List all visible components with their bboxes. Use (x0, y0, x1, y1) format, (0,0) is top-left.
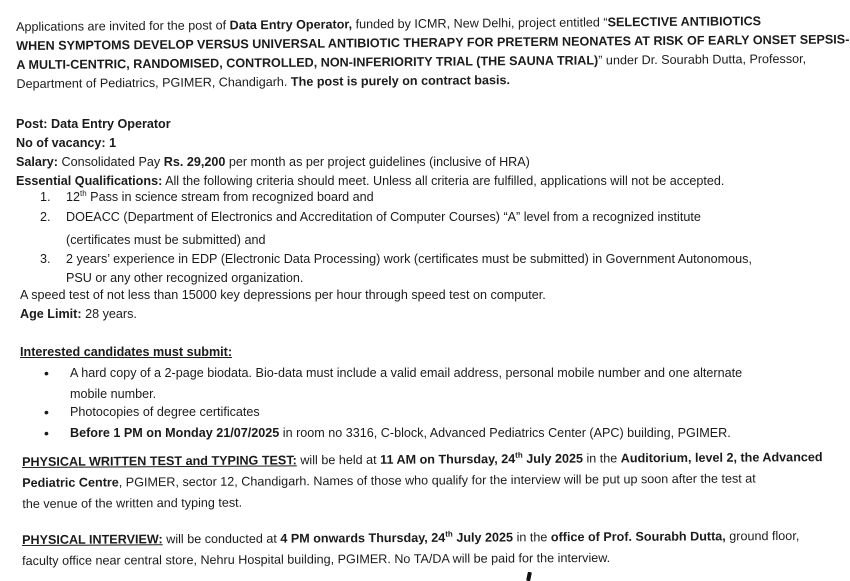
item-line-1: DOEACC (Department of Electronics and Accreditation of Computer Courses) “A” level from a recognized institute (66, 210, 701, 224)
superscript: th (515, 450, 523, 460)
contract-note: The post is purely on contract basis. (290, 73, 510, 89)
intro-text: Department of Pediatrics, PGIMER, Chandigarh. (16, 74, 291, 91)
scan-mark (526, 572, 532, 581)
written-test-text: will be held at (296, 452, 381, 468)
time-text: July 2025 (452, 530, 514, 545)
item-number: 3. (40, 252, 51, 266)
intro-text: funded by ICMR, New Delhi, project entitled “ (352, 15, 608, 32)
item-line-1: 2 years’ experience in EDP (Electronic Data Processing) work (certificates must be submitted) in Government Autonomous, (66, 252, 752, 266)
qualifications-label: Essential Qualifications: (16, 174, 163, 188)
salary-line (16, 153, 752, 172)
intro-line-2: WHEN SYMPTOMS DEVELOP VERSUS UNIVERSAL ANTIBIOTIC THERAPY FOR PRETERM NEONATES AT RISK OF EARLY ONSET SEPSIS- (16, 32, 850, 53)
post-title: Post: Data Entry Operator (16, 117, 171, 131)
item-line-2: mobile number. (70, 387, 157, 401)
qualifications-text: All the following criteria should meet. Unless all criteria are fulfilled, applications will not be accepted. (162, 174, 725, 188)
item-text (66, 250, 752, 288)
interview-time (280, 530, 513, 545)
item-line-2: PSU or any other recognized organization. (66, 271, 304, 285)
salary-text: Consolidated Pay (58, 155, 164, 169)
written-test-place-cont: Pediatric Centre (22, 475, 119, 490)
written-test-text: in the (582, 451, 621, 466)
salary-label: Salary: (16, 155, 59, 169)
item-text-part: Pass in science stream from recognized board and (86, 190, 374, 204)
interview-line-2: faculty office near central store, Nehru Hospital building, PGIMER. No TA/DA will be paid for the interview. (22, 550, 611, 568)
post-details (16, 115, 752, 191)
item-number: 1. (40, 190, 51, 204)
deadline-date: Before 1 PM on Monday 21/07/2025 (70, 426, 280, 440)
interview-text: will be conducted at (162, 531, 281, 547)
interview-heading: PHYSICAL INTERVIEW: (22, 532, 163, 547)
intro-text: Applications are invited for the post of (16, 18, 230, 34)
intro-text: ” under Dr. Sourabh Dutta, Professor, (598, 51, 807, 68)
interview-text: ground floor, (725, 528, 800, 544)
project-title: SELECTIVE ANTIBIOTICS (607, 14, 762, 30)
submit-heading-text: Interested candidates must submit: (20, 345, 233, 359)
salary-text: per month as per project guidelines (inclusive of HRA) (225, 155, 530, 169)
project-title-cont: A MULTI-CENTRIC, RANDOMISED, CONTROLLED, NON-INFERIORITY TRIAL (THE SAUNA TRIAL) (16, 53, 599, 72)
deadline-text (70, 424, 752, 443)
time-text: 4 PM onwards Thursday, 24 (280, 530, 446, 546)
item-text (70, 364, 752, 404)
salary-amount: Rs. 29,200 (163, 155, 226, 169)
superscript: th (445, 529, 453, 539)
written-test-line-2 (22, 469, 756, 494)
post-name: Data Entry Operator, (229, 17, 353, 33)
bullet-icon: • (44, 365, 49, 381)
age-limit (20, 305, 752, 324)
time-text: July 2025 (522, 451, 584, 466)
item-text: Photocopies of degree certificates (70, 405, 260, 419)
age-value: 28 years. (81, 307, 137, 321)
written-test-place: Auditorium, level 2, the Advanced (620, 450, 823, 466)
bullet-icon: • (44, 425, 49, 441)
vacancy-count: No of vacancy: 1 (16, 136, 117, 150)
speed-test-text: A speed test of not less than 15000 key depressions per hour through speed test on computer. (20, 288, 546, 302)
item-text-part: 12 (66, 190, 81, 204)
speed-test-block (20, 286, 752, 324)
written-test-line-3: the venue of the written and typing test. (22, 495, 243, 511)
superscript: th (80, 188, 87, 198)
submit-heading (20, 343, 752, 362)
interview-text: in the (513, 530, 551, 545)
item-text (66, 208, 752, 250)
written-test-paragraph (22, 448, 823, 515)
written-test-text: , PGIMER, sector 12, Chandigarh. Names of those who qualify for the interview will be put up soon after the test at (118, 471, 756, 490)
bullet-icon: • (44, 404, 49, 420)
item-line-2: (certificates must be submitted) and (66, 233, 266, 247)
written-test-time (380, 452, 583, 467)
item-number: 2. (40, 210, 51, 224)
interview-place: office of Prof. Sourabh Dutta, (550, 529, 726, 545)
interview-paragraph (22, 526, 800, 572)
age-label: Age Limit: (20, 307, 82, 321)
written-test-heading: PHYSICAL WRITTEN TEST and TYPING TEST: (22, 453, 297, 469)
interview-line-1 (22, 526, 800, 551)
intro-paragraph (16, 12, 850, 94)
item-text (66, 188, 752, 207)
deadline-location: in room no 3316, C-block, Advanced Pediatrics Center (APC) building, PGIMER. (279, 426, 731, 440)
time-text: 11 AM on Thursday, 24 (380, 451, 516, 467)
item-line-1: A hard copy of a 2-page biodata. Bio-data must include a valid email address, personal mobile number and one alternate (70, 366, 743, 380)
